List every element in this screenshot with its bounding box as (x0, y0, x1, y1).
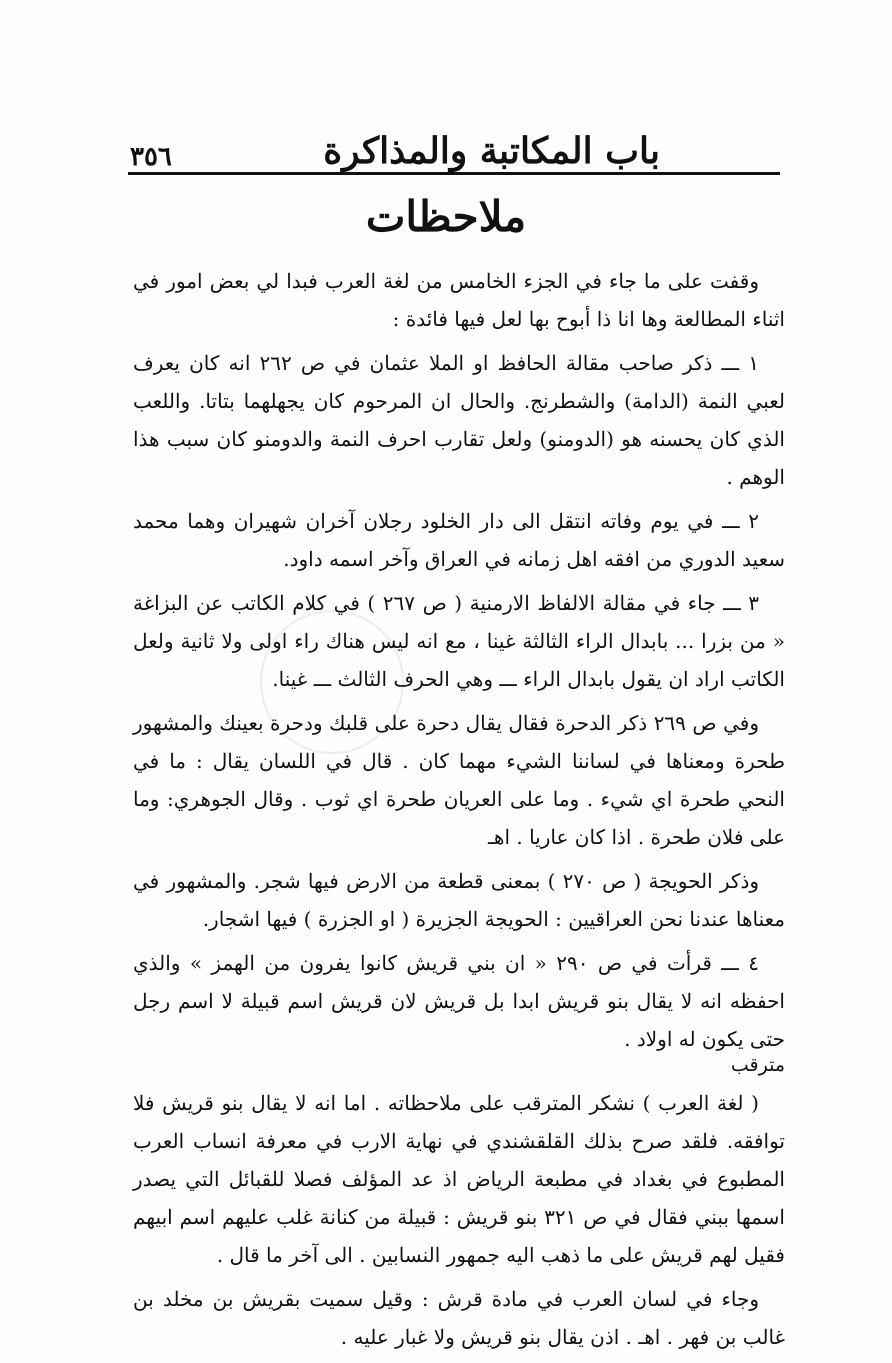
header-divider (128, 172, 780, 175)
paragraph-editor-reply: ( لغة العرب ) نشكر المترقب على ملاحظاته . اما انه لا يقال بنو قريش فلا توافقه. فلقد صرح بذلك القلقشندي في نهاية الارب في معرفة انساب العرب المطبوع في بغداد في مطبعة الرياض اذ عد المؤلف فصلا للقبائل التي يصدر اسمها ببني فقال في ص ٣٢١ بنو قريش : قبيلة من كنانة غلب عليهم اسم ابيهم فقيل لهم قريش على ما ذهب اليه جمهور النسابين . الى آخر ما قال . (133, 1091, 785, 1267)
page-number: ٣٥٦ (130, 142, 172, 172)
paragraph-note-1: ١ ـــ ذكر صاحب مقالة الحافظ او الملا عثمان في ص ٢٦٢ انه كان يعرف لعبي النمة (الدامة) والشطرنج. والحال ان المرحوم كان يجهلهما بتاتا. واللعب الذي كان يحسنه هو (الدومنو) ولعل تقارب احرف النمة والدومنو كان سبب هذا الوهم . (133, 351, 785, 489)
paragraph-huwayja: وذكر الحويجة ( ص ٢٧٠ ) بمعنى قطعة من الارض فيها شجر. والمشهور في معناها عندنا نحن العراقيين : الحويجة الجزيرة ( او الجزرة ) فيها اشجار. (133, 869, 785, 931)
paragraph-note-2: ٢ ـــ في يوم وفاته انتقل الى دار الخلود رجلان آخران شهيران وهما محمد سعيد الدوري من افقه اهل زمانه في العراق وآخر اسمه داود. (133, 509, 785, 571)
paragraph-intro: وقفت على ما جاء في الجزء الخامس من لغة العرب فبدا لي بعض امور في اثناء المطالعة وها انا ذا أبوح بها لعل فيها فائدة : (133, 269, 785, 331)
author-signature: مترقب (730, 1054, 785, 1076)
paragraph-note-4: ٤ ـــ قرأت في ص ٢٩٠ « ان بني قريش كانوا يفرون من الهمز » والذي احفظه انه لا يقال بنو قريش ابدا بل قريش لان قريش اسم قبيلة لا اسم رجل حتى يكون له اولاد . (133, 951, 785, 1051)
paragraph-editor-citation: وجاء في لسان العرب في مادة قرش : وقيل سميت بقريش بن مخلد بن غالب بن فهر . اهـ . اذن يقال بنو قريش ولا غبار عليه . (133, 1287, 785, 1349)
running-title: باب المكاتبة والمذاكرة (323, 130, 660, 172)
paragraph-note-3: ٣ ـــ جاء في مقالة الالفاظ الارمنية ( ص ٢٦٧ ) في كلام الكاتب عن البزاغة « من بزرا ... بابدال الراء الثالثة غينا ، مع انه ليس هناك راء اولى ولا ثانية ولعل الكاتب اراد ان يقول بابدال الراء ـــ وهي الحرف الثالث ـــ غينا. (133, 591, 785, 691)
running-header (130, 120, 780, 172)
section-title: ملاحظات (365, 192, 527, 241)
paragraph-dahra: وفي ص ٢٦٩ ذكر الدحرة فقال يقال دحرة على قلبك ودحرة بعينك والمشهور طحرة ومعناها في لساننا الشيء مهما كان . قال في اللسان يقال : ما في النحي طحرة اي شيء . وما على العريان طحرة اي ثوب . وقال الجوهري: وما على فلان طحرة . اذا كان عاريا . اهـ (133, 711, 785, 849)
article-body (133, 262, 785, 1362)
